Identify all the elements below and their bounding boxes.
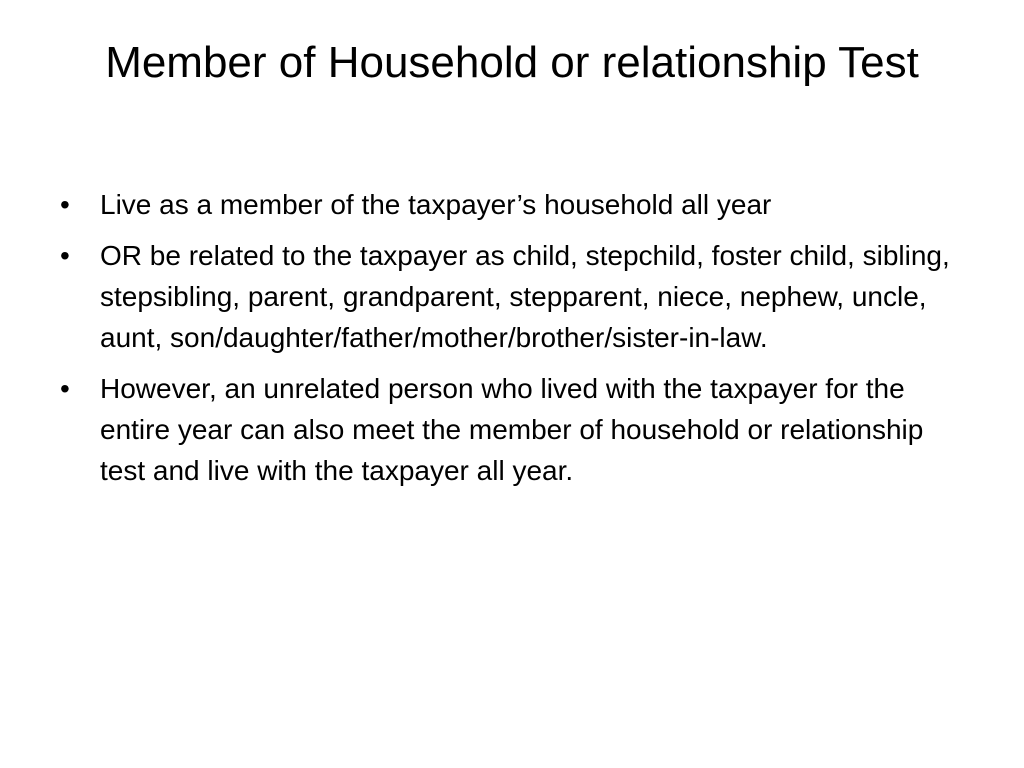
bullet-icon: • [60, 189, 70, 220]
bullet-item [60, 184, 970, 225]
bullet-text: However, an unrelated person who lived with the taxpayer for the entire year can also meet the member of household or relationship test and live with the taxpayer all year. [100, 373, 924, 486]
slide-title: Member of Household or relationship Test [105, 38, 919, 87]
bullet-text: Live as a member of the taxpayer’s household all year [100, 189, 772, 220]
bullet-icon: • [60, 240, 70, 271]
bullet-list [60, 184, 970, 501]
bullet-item [60, 368, 970, 491]
bullet-icon: • [60, 373, 70, 404]
bullet-text: OR be related to the taxpayer as child, stepchild, foster child, sibling, stepsibling, parent, grandparent, stepparent, niece, nephew, uncle, aunt, son/daughter/father/mother/brother/sister-in-law. [100, 240, 950, 353]
bullet-item [60, 235, 970, 358]
